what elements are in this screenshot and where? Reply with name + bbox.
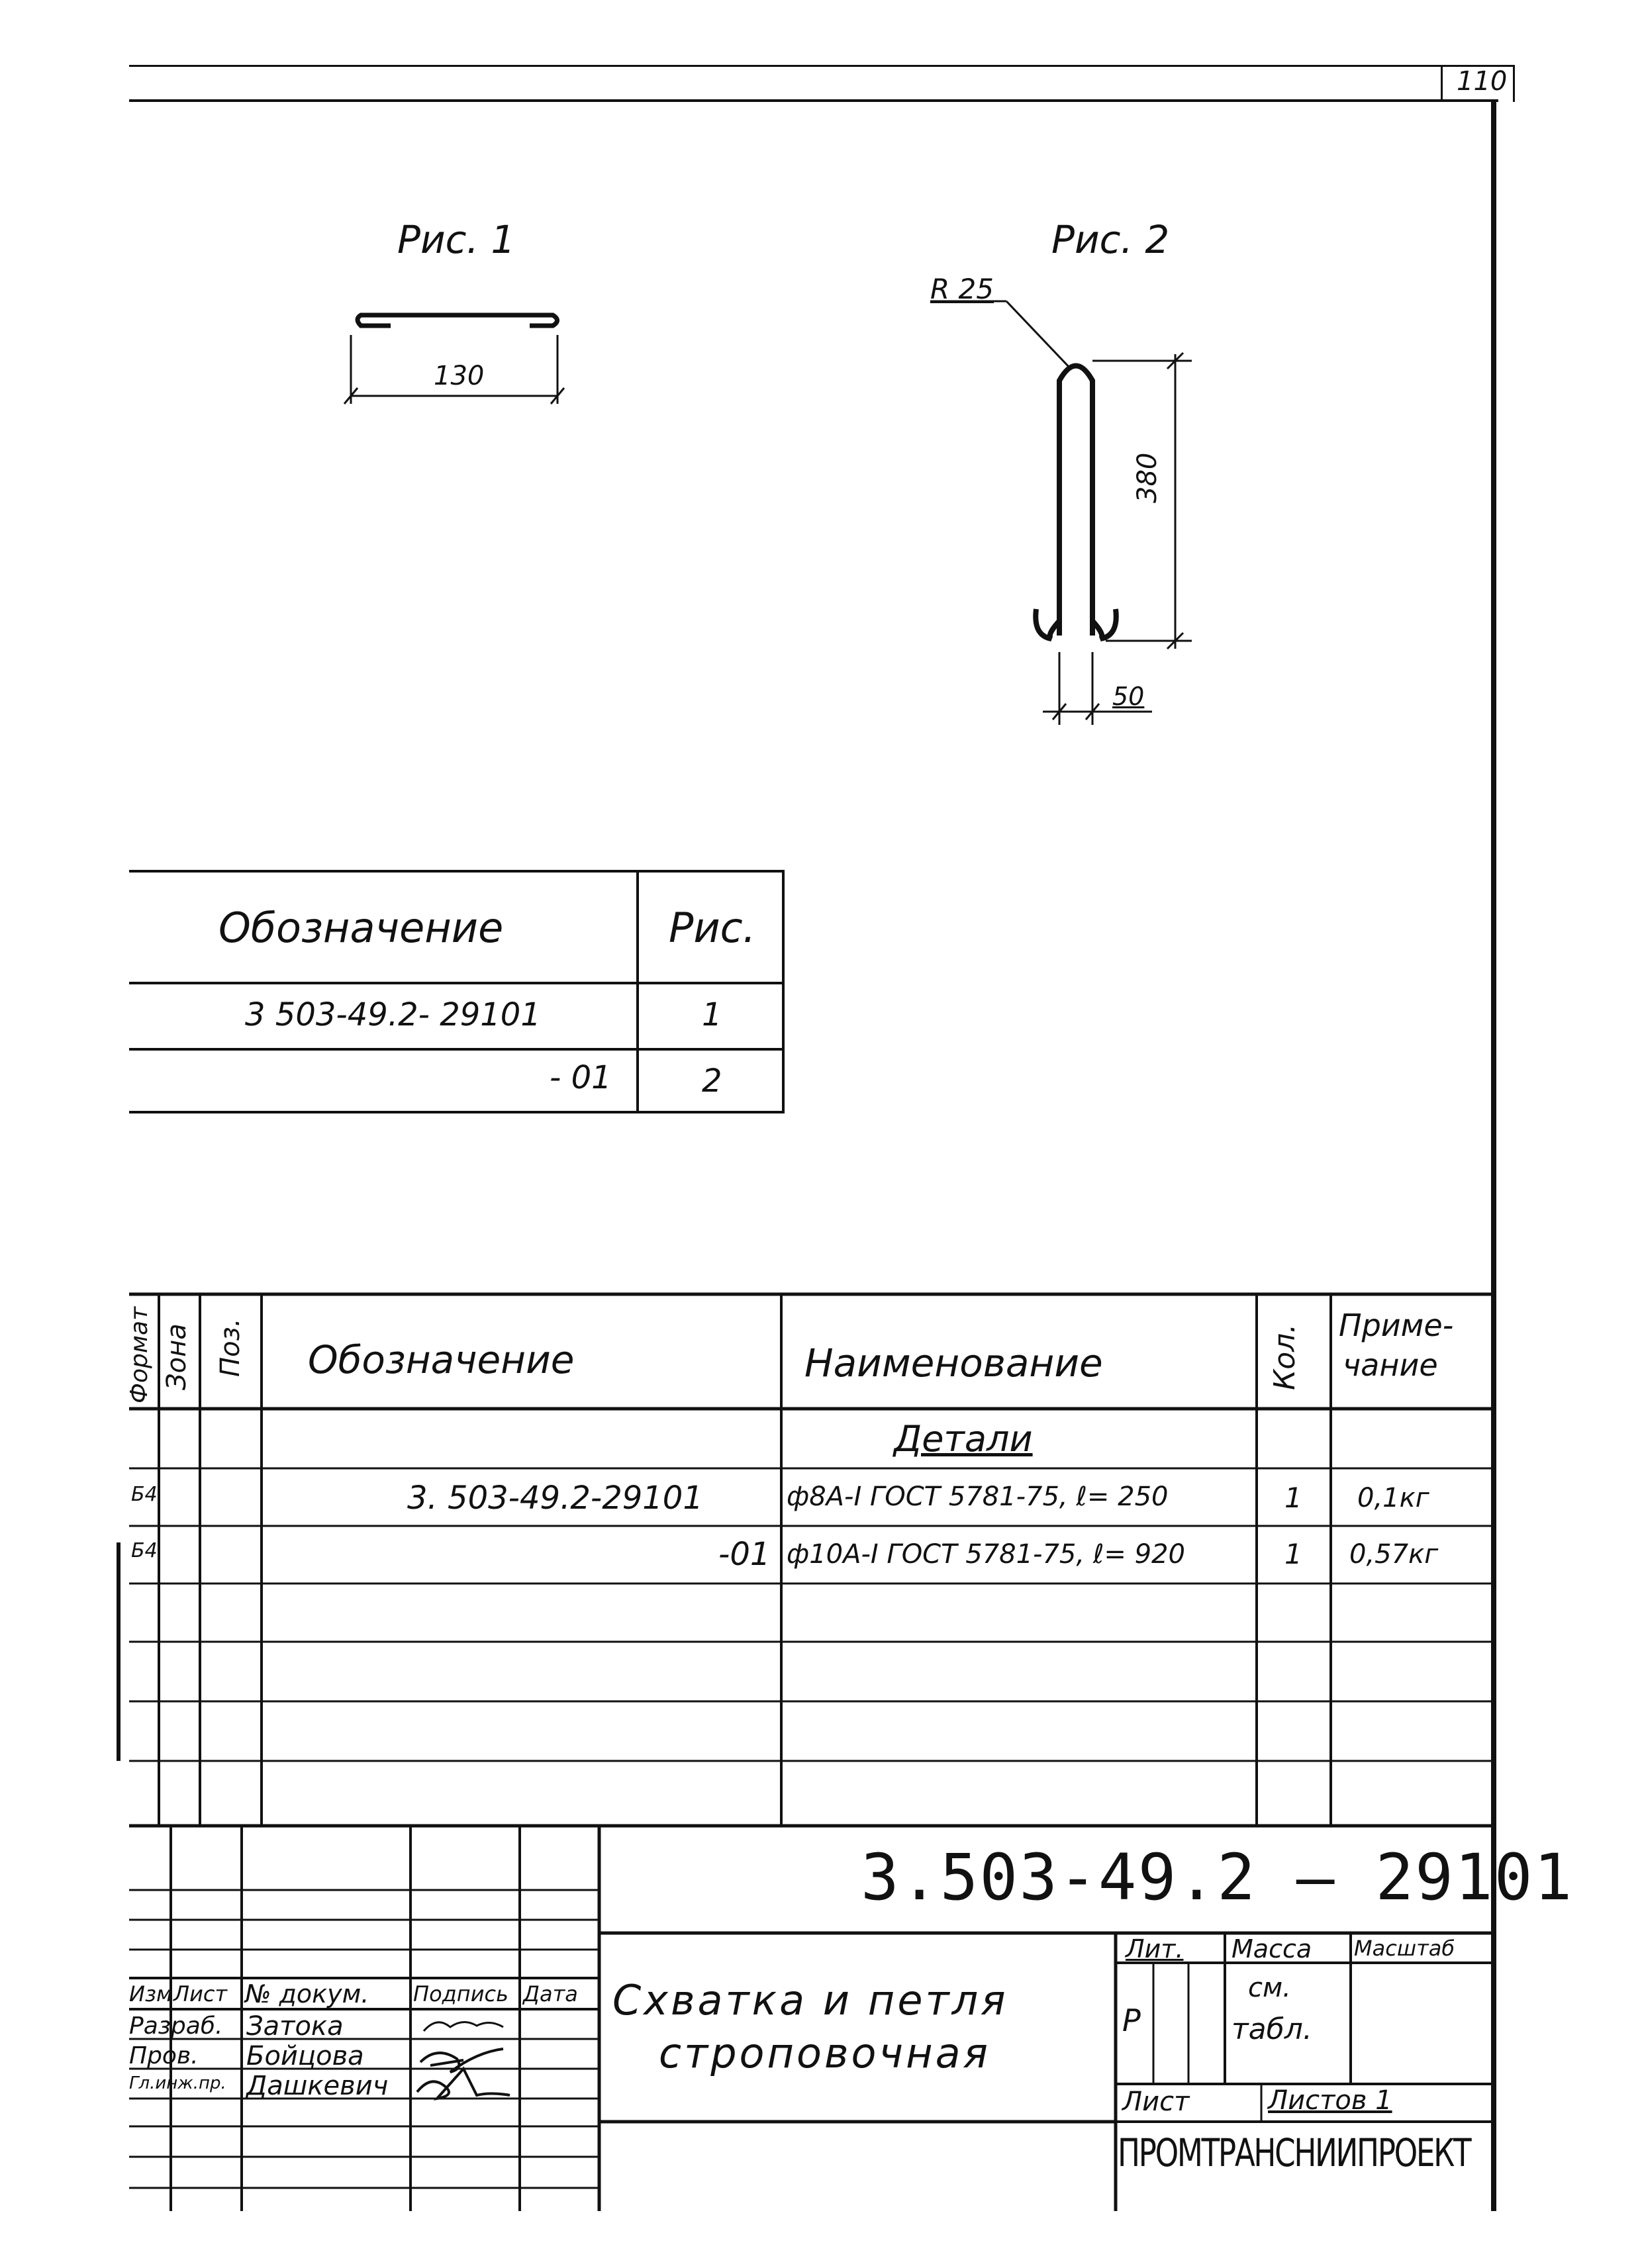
- spec-row2-note: 0,57кг: [1349, 1539, 1439, 1570]
- spec-row1-qty: 1: [1284, 1482, 1302, 1514]
- mass-value-line2: табл.: [1232, 2012, 1312, 2046]
- spec-header-note-line1: Приме-: [1339, 1307, 1454, 1343]
- mass-label: Масса: [1232, 1934, 1312, 1963]
- spec-row1-note: 0,1кг: [1357, 1483, 1429, 1513]
- variants-row1-designation: 3 503-49.2- 29101: [245, 996, 541, 1033]
- mass-value-line1: см.: [1248, 1973, 1291, 2003]
- sheet-number-box-left: [1441, 65, 1443, 102]
- spec-row2-designation: -01: [718, 1536, 771, 1573]
- name-chief-engineer: Дашкевич: [246, 2071, 389, 2101]
- organization-name: ПРОМТРАНСНИИПРОЕКТ: [1118, 2130, 1471, 2175]
- spec-row2-qty: 1: [1284, 1538, 1302, 1570]
- spec-header-designation: Обозначение: [308, 1337, 575, 1382]
- variants-row2-designation: - 01: [550, 1059, 612, 1096]
- spec-row2-name: ф10А-I ГОСТ 5781-75, ℓ= 920: [787, 1539, 1185, 1570]
- spec-row1-designation: 3. 503-49.2-29101: [407, 1480, 703, 1517]
- sheet-number: 110: [1457, 66, 1508, 97]
- title-col-docno: № докум.: [245, 1979, 369, 2008]
- figure2-dim-width: 50: [1112, 682, 1145, 711]
- role-developer: Разраб.: [129, 2012, 223, 2040]
- figure1-label: Рис. 1: [397, 217, 516, 262]
- title-col-izm: Изм: [129, 1981, 173, 2007]
- sheet-label: Лист: [1122, 2087, 1190, 2117]
- name-developer: Затока: [246, 2011, 344, 2042]
- figure2-radius: R 25: [930, 273, 994, 305]
- title-line1: Схватка и петля: [612, 1976, 1008, 2024]
- name-checker: Бойцова: [246, 2041, 364, 2071]
- left-margin-mark: [117, 1542, 121, 1761]
- spec-header-name: Наименование: [804, 1341, 1103, 1386]
- variants-row2-figure: 2: [702, 1063, 722, 1100]
- lit-value: Р: [1122, 2003, 1141, 2038]
- spec-row1-name: ф8А-I ГОСТ 5781-75, ℓ= 250: [787, 1482, 1169, 1512]
- frame-top-line: [129, 65, 1513, 67]
- figure1-dim-length: 130: [434, 361, 485, 391]
- frame-top-line-inner: [129, 99, 1498, 102]
- title-col-signature: Подпись: [413, 1981, 508, 2007]
- variants-header-figure: Рис.: [669, 904, 756, 952]
- role-chief-engineer: Гл.инж.пр.: [129, 2073, 226, 2093]
- variants-header-designation: Обозначение: [218, 904, 504, 952]
- spec-header-note-line2: чание: [1343, 1347, 1438, 1383]
- title-col-list: Лист: [173, 1981, 228, 2007]
- sheet-number-box-right: [1513, 65, 1515, 102]
- title-col-date: Дата: [523, 1981, 578, 2007]
- role-checker: Пров.: [129, 2042, 199, 2069]
- spec-header-qty: Кол.: [1268, 1323, 1302, 1390]
- title-line2: строповочная: [659, 2029, 990, 2077]
- sheets-label: Листов 1: [1268, 2085, 1392, 2116]
- spec-section-title: Детали: [894, 1418, 1033, 1460]
- variants-row1-figure: 1: [702, 996, 722, 1033]
- scale-label: Масштаб: [1354, 1936, 1455, 1961]
- lit-label: Лит.: [1126, 1934, 1184, 1963]
- document-code: 3.503-49.2 – 29101: [861, 1840, 1574, 1914]
- figure2-label: Рис. 2: [1051, 217, 1170, 262]
- spec-header-zone: Зона: [162, 1323, 192, 1390]
- spec-header-pos: Поз.: [215, 1318, 246, 1377]
- figure2-dim-height: 380: [1132, 452, 1163, 503]
- spec-row2-format: Б4: [131, 1539, 158, 1562]
- spec-header-format: Формат: [126, 1306, 153, 1403]
- spec-row1-format: Б4: [131, 1483, 158, 1506]
